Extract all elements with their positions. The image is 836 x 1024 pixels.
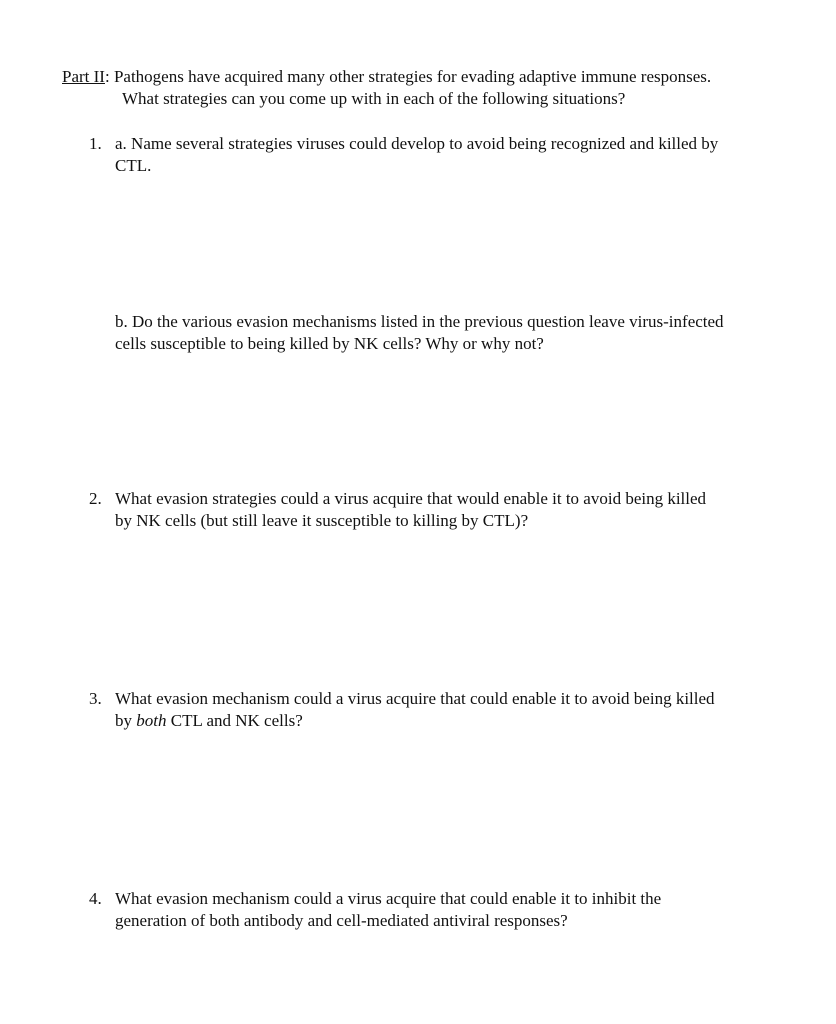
- question-1a-line1: a. Name several strategies viruses could develop to avoid being recognized and killed by: [115, 134, 719, 153]
- question-3-line2-post: CTL and NK cells?: [166, 711, 303, 730]
- part-label: Part II: [62, 67, 105, 86]
- question-4-line2: generation of both antibody and cell-mediated antiviral responses?: [115, 911, 568, 930]
- question-1b-line2: cells susceptible to being killed by NK cells? Why or why not?: [115, 334, 544, 353]
- question-1a-line2: CTL.: [115, 156, 152, 175]
- question-1-number: 1.: [89, 134, 102, 153]
- part-intro-line2: What strategies can you come up with in each of the following situations?: [122, 89, 626, 108]
- question-2-line2: by NK cells (but still leave it susceptible to killing by CTL)?: [115, 511, 529, 530]
- question-1b-line1: b. Do the various evasion mechanisms listed in the previous question leave virus-infected: [115, 312, 724, 331]
- question-3-line1: What evasion mechanism could a virus acquire that could enable it to avoid being killed: [115, 689, 715, 708]
- part-label-separator: :: [104, 67, 110, 86]
- question-2-number: 2.: [89, 489, 102, 508]
- question-4-number: 4.: [89, 889, 102, 908]
- question-3-line2-pre: by: [115, 711, 137, 730]
- question-2-line1: What evasion strategies could a virus acquire that would enable it to avoid being killed: [115, 489, 707, 508]
- question-3-number: 3.: [89, 689, 102, 708]
- part-heading: [62, 66, 711, 88]
- question-4-line1: What evasion mechanism could a virus acquire that could enable it to inhibit the: [115, 889, 662, 908]
- part-intro-line1: Pathogens have acquired many other strategies for evading adaptive immune responses.: [109, 67, 712, 86]
- question-3-line2: [115, 710, 303, 732]
- question-3-emphasis-both: both: [136, 711, 167, 730]
